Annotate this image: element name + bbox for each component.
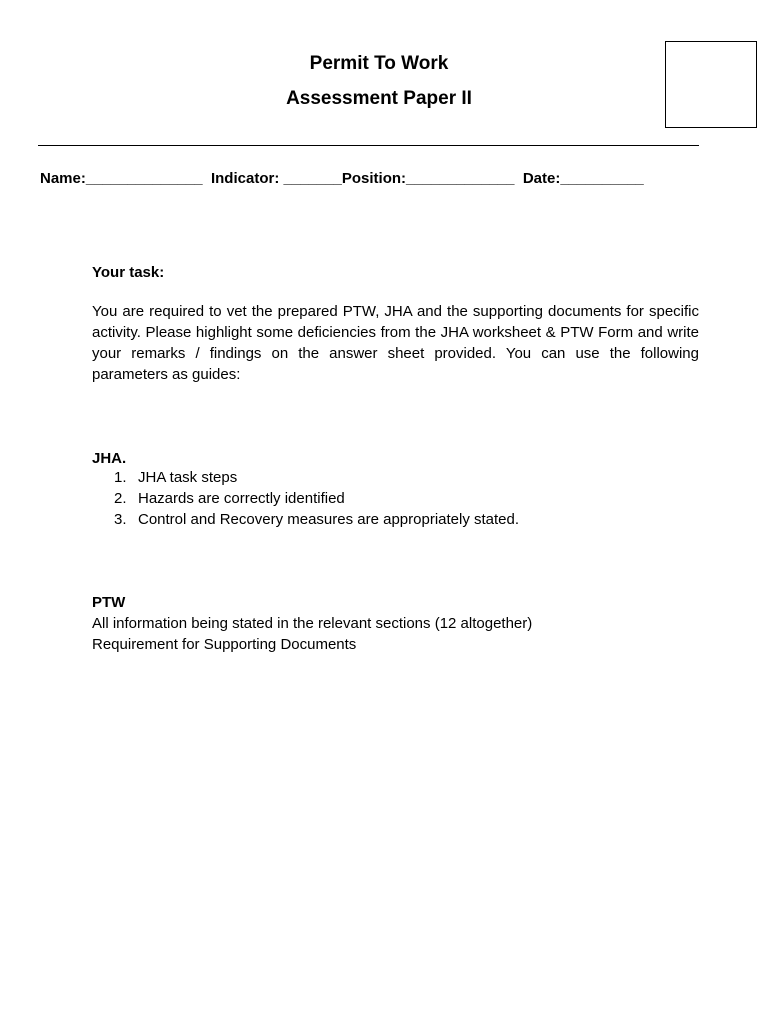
task-paragraph: You are required to vet the prepared PTW, JHA and the supporting documents for specific activity. Please highlight some deficiencies from the JHA worksheet & PTW Form and write your remarks / findings on the answer sheet provided. You can use the following parameters as guides: (92, 303, 699, 383)
jha-heading: JHA. (92, 450, 127, 467)
list-item-text: Hazards are correctly identified (138, 490, 345, 507)
list-item-number: 3. (114, 511, 127, 528)
header-divider (38, 145, 699, 146)
candidate-fields-line: Name:______________ Indicator: _______Position:_____________ Date:__________ (40, 170, 644, 187)
ptw-heading: PTW (92, 594, 126, 611)
photo-box (665, 41, 757, 128)
document-title: Permit To Work (309, 53, 449, 74)
jha-list (112, 467, 519, 530)
list-item-text: JHA task steps (138, 469, 238, 486)
list-item (112, 488, 519, 509)
document-subtitle: Assessment Paper II (286, 88, 472, 109)
task-heading: Your task: (92, 264, 165, 281)
ptw-line-supporting-docs: Requirement for Supporting Documents (92, 636, 357, 653)
list-item-number: 2. (114, 490, 127, 507)
list-item (112, 509, 519, 530)
list-item-number: 1. (114, 469, 127, 486)
ptw-line-sections: All information being stated in the relevant sections (12 altogether) (92, 615, 533, 632)
list-item-text: Control and Recovery measures are appropriately stated. (138, 511, 520, 528)
list-item (112, 467, 519, 488)
